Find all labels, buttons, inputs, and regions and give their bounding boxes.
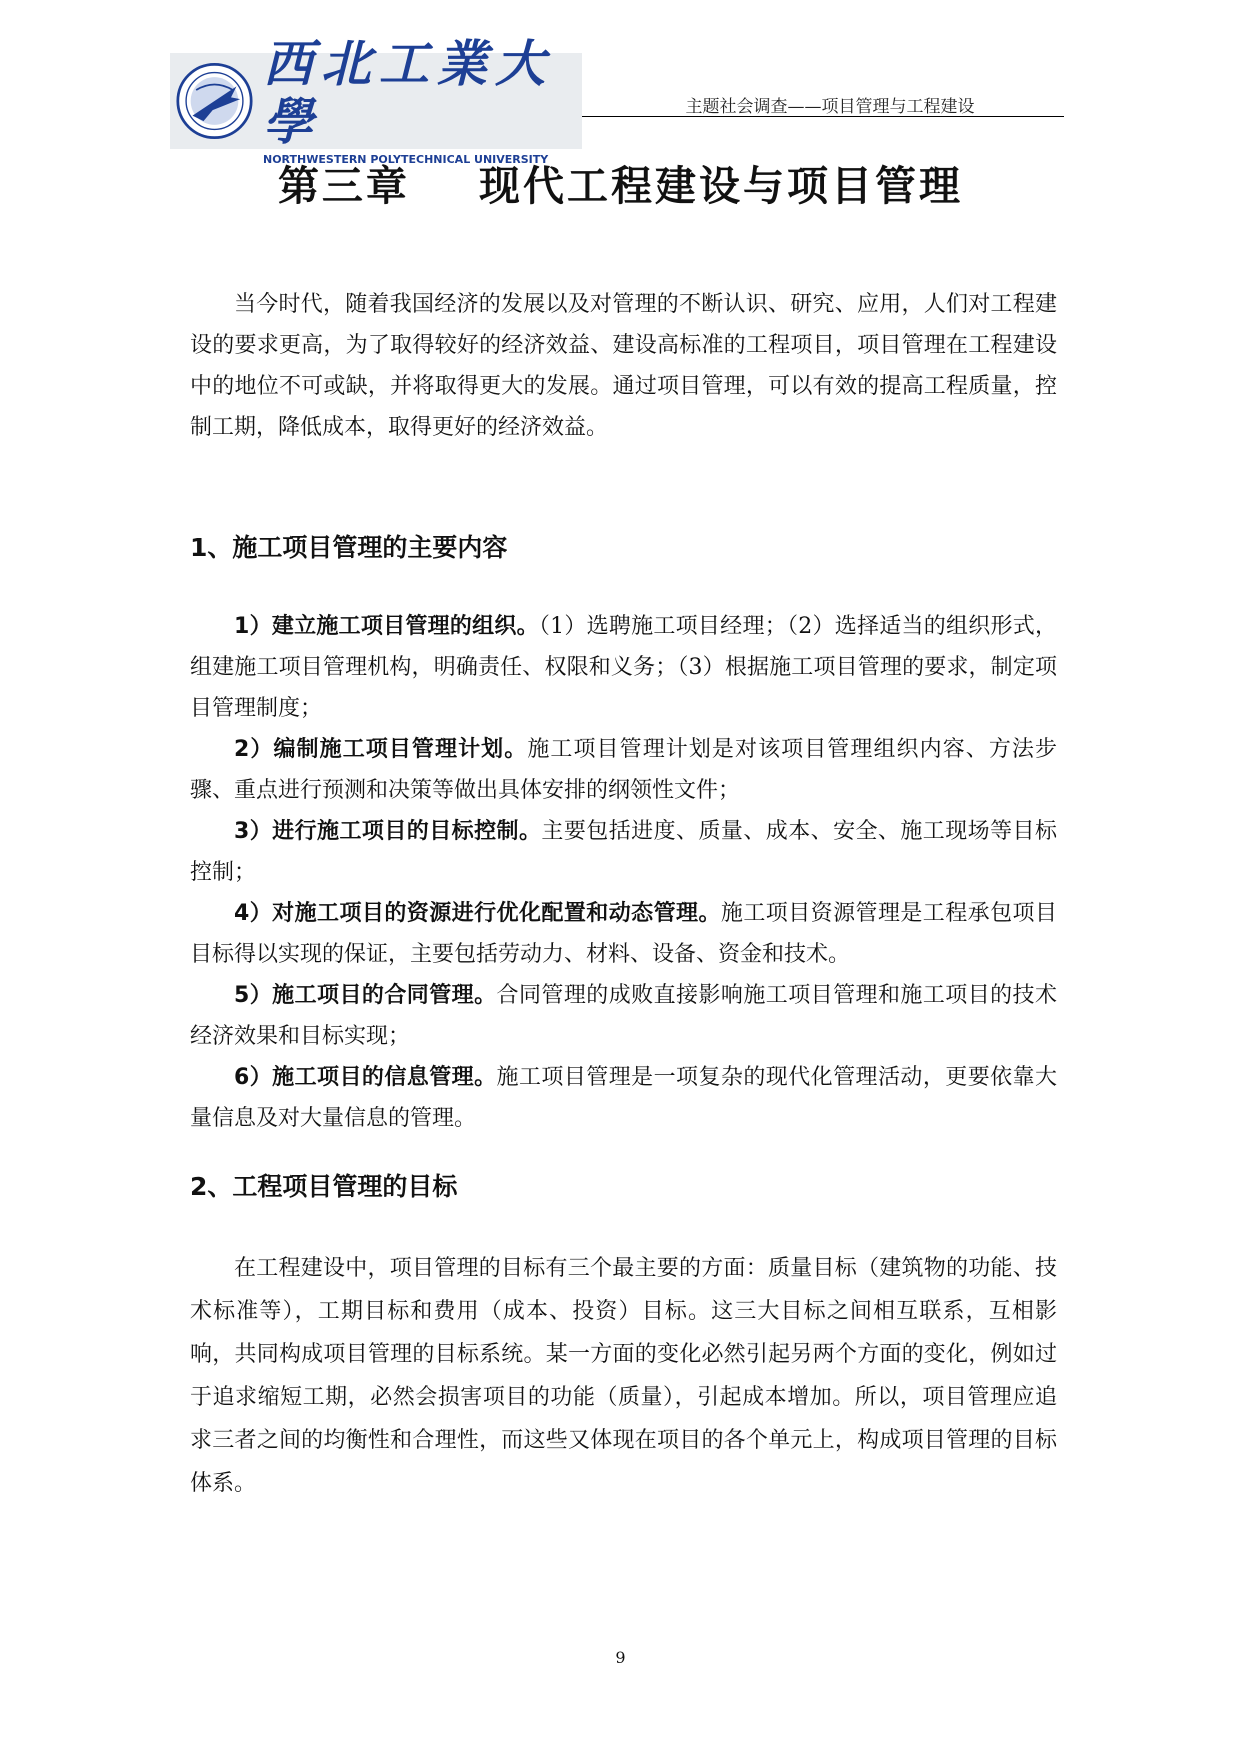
list-item bbox=[190, 1057, 1057, 1139]
section-1-heading: 1、施工项目管理的主要内容 bbox=[190, 533, 508, 562]
university-seal-icon bbox=[176, 59, 253, 143]
running-header: 主题社会调查——项目管理与工程建设 bbox=[685, 97, 975, 117]
list-item-title: 5）施工项目的合同管理。 bbox=[234, 983, 497, 1008]
university-logo bbox=[170, 34, 582, 166]
list-item-text: 施工项目管理计划是对该项目管理组织内容、方法步骤、重点进行预测和决策等做出具体安排的纲领性文件； bbox=[190, 737, 1057, 803]
header-rule bbox=[582, 116, 1064, 117]
section-1-list bbox=[190, 606, 1057, 1139]
list-item-text: （1）选聘施工项目经理；（2）选择适当的组织形式，组建施工项目管理机构，明确责任、权限和义务；（3）根据施工项目管理的要求，制定项目管理制度； bbox=[190, 614, 1058, 721]
logo-english-name: NORTHWESTERN POLYTECHNICAL UNIVERSITY bbox=[263, 153, 549, 166]
list-item-title: 6）施工项目的信息管理。 bbox=[234, 1065, 497, 1090]
list-item-text: 施工项目资源管理是工程承包项目目标得以实现的保证，主要包括劳动力、材料、设备、资金和技术。 bbox=[190, 901, 1057, 967]
page-number: 9 bbox=[615, 1648, 626, 1667]
list-item-title: 1）建立施工项目管理的组织。 bbox=[234, 614, 539, 639]
list-item bbox=[190, 606, 1057, 729]
section-2-heading: 2、工程项目管理的目标 bbox=[190, 1172, 458, 1201]
intro-paragraph: 当今时代，随着我国经济的发展以及对管理的不断认识、研究、应用，人们对工程建设的要求更高，为了取得较好的经济效益、建设高标准的工程项目，项目管理在工程建设中的地位不可或缺，并将取得更大的发展。通过项目管理，可以有效的提高工程质量，控制工期，降低成本，取得更好的经济效益。 bbox=[190, 292, 1057, 440]
section-2-paragraph: 在工程建设中，项目管理的目标有三个最主要的方面：质量目标（建筑物的功能、技术标准等），工期目标和费用（成本、投资）目标。这三大目标之间相互联系，互相影响，共同构成项目管理的目标系统。某一方面的变化必然引起另两个方面的变化，例如过于追求缩短工期，必然会损害项目的功能（质量），引起成本增加。所以，项目管理应追求三者之间的均衡性和合理性，而这些又体现在项目的各个单元上，构成项目管理的目标体系。 bbox=[190, 1256, 1057, 1496]
list-item-text: 主要包括进度、质量、成本、安全、施工现场等目标控制； bbox=[190, 819, 1057, 885]
list-item-title: 4）对施工项目的资源进行优化配置和动态管理。 bbox=[234, 901, 721, 926]
list-item-text: 施工项目管理是一项复杂的现代化管理活动，更要依靠大量信息及对大量信息的管理。 bbox=[190, 1065, 1057, 1131]
list-item bbox=[190, 729, 1057, 811]
list-item bbox=[190, 975, 1057, 1057]
list-item bbox=[190, 893, 1057, 975]
chapter-title: 第三章 现代工程建设与项目管理 bbox=[277, 162, 964, 210]
page-content bbox=[190, 284, 1057, 1505]
list-item-text: 合同管理的成败直接影响施工项目管理和施工项目的技术经济效果和目标实现； bbox=[190, 983, 1057, 1049]
logo-chinese-name: 西北工業大學 bbox=[263, 34, 553, 151]
list-item-title: 3）进行施工项目的目标控制。 bbox=[234, 819, 542, 844]
list-item-title: 2）编制施工项目管理计划。 bbox=[234, 737, 528, 762]
list-item bbox=[190, 811, 1057, 893]
